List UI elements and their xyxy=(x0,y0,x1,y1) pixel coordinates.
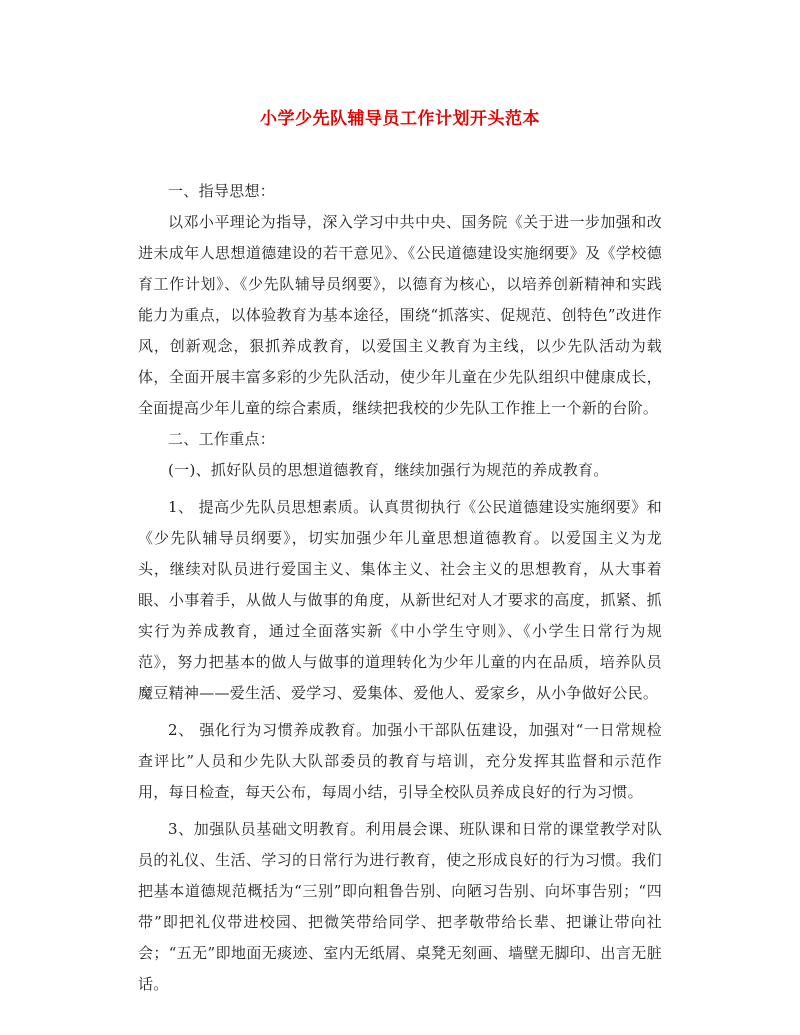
document-title: 小学少先队辅导员工作计划开头范本 xyxy=(260,109,540,129)
section-heading-work-focus: 二、工作重点： xyxy=(168,430,276,448)
paragraph-item-3: 3、加强队员基础文明教育。利用晨会课、班队课和日常的课堂教学对队员的礼仪、生活、学习的日常行为进行教育，使之形成良好的行为习惯。我们把基本道德规范概括为“三别”即向粗鲁告别、向陋习告别、向坏事告别；“四带”即把礼仪带进校园、把微笑带给同学、把孝敬带给长辈、把谦让带向社会；“五无”即地面无痰迹、室内无纸屑、桌凳无刻画、墙壁无脚印、出言无脏话。 xyxy=(138,820,662,993)
paragraph-guiding-ideology: 以邓小平理论为指导，深入学习中共中央、国务院《关于进一步加强和改进未成年人思想道德建设的若干意见》、《公民道德建设实施纲要》及《学校德育工作计划》、《少先队辅导员纲要》，以德育为核心，以培养创新精神和实践能力为重点，以体验教育为基本途径，围绕“抓落实、促规范、创特色”改进作风，创新观念，狠抓养成教育，以爱国主义教育为主线，以少先队活动为载体，全面开展丰富多彩的少先队活动，使少年儿童在少先队组织中健康成长，全面提高少年儿童的综合素质，继续把我校的少先队工作推上一个新的台阶。 xyxy=(138,213,662,417)
paragraph-subsection-1: (一)、抓好队员的思想道德教育，继续加强行为规范的养成教育。 xyxy=(168,461,609,479)
paragraph-item-2: 2、 强化行为习惯养成教育。加强小干部队伍建设，加强对“一日常规检查评比”人员和少先队大队部委员的教育与培训，充分发挥其监督和示范作用，每日检查，每天公布，每周小结，引导全校队员养成良好的行为习惯。 xyxy=(138,721,662,801)
section-heading-guiding-ideology: 一、指导思想： xyxy=(168,182,276,200)
paragraph-item-1: 1、 提高少先队员思想素质。认真贯彻执行《公民道德建设实施纲要》和《少先队辅导员纲要》，切实加强少年儿童思想道德教育。以爱国主义为龙头，继续对队员进行爱国主义、集体主义、社会主义的思想教育，从大事着眼、小事着手，从做人与做事的角度，从新世纪对人才要求的高度，抓紧、抓实行为养成教育，通过全面落实新《中小学生守则》、《小学生日常行为规范》，努力把基本的做人与做事的道理转化为少年儿童的内在品质，培养队员魔豆精神——爱生活、爱学习、爱集体、爱他人、爱家乡，从小争做好公民。 xyxy=(138,498,662,702)
